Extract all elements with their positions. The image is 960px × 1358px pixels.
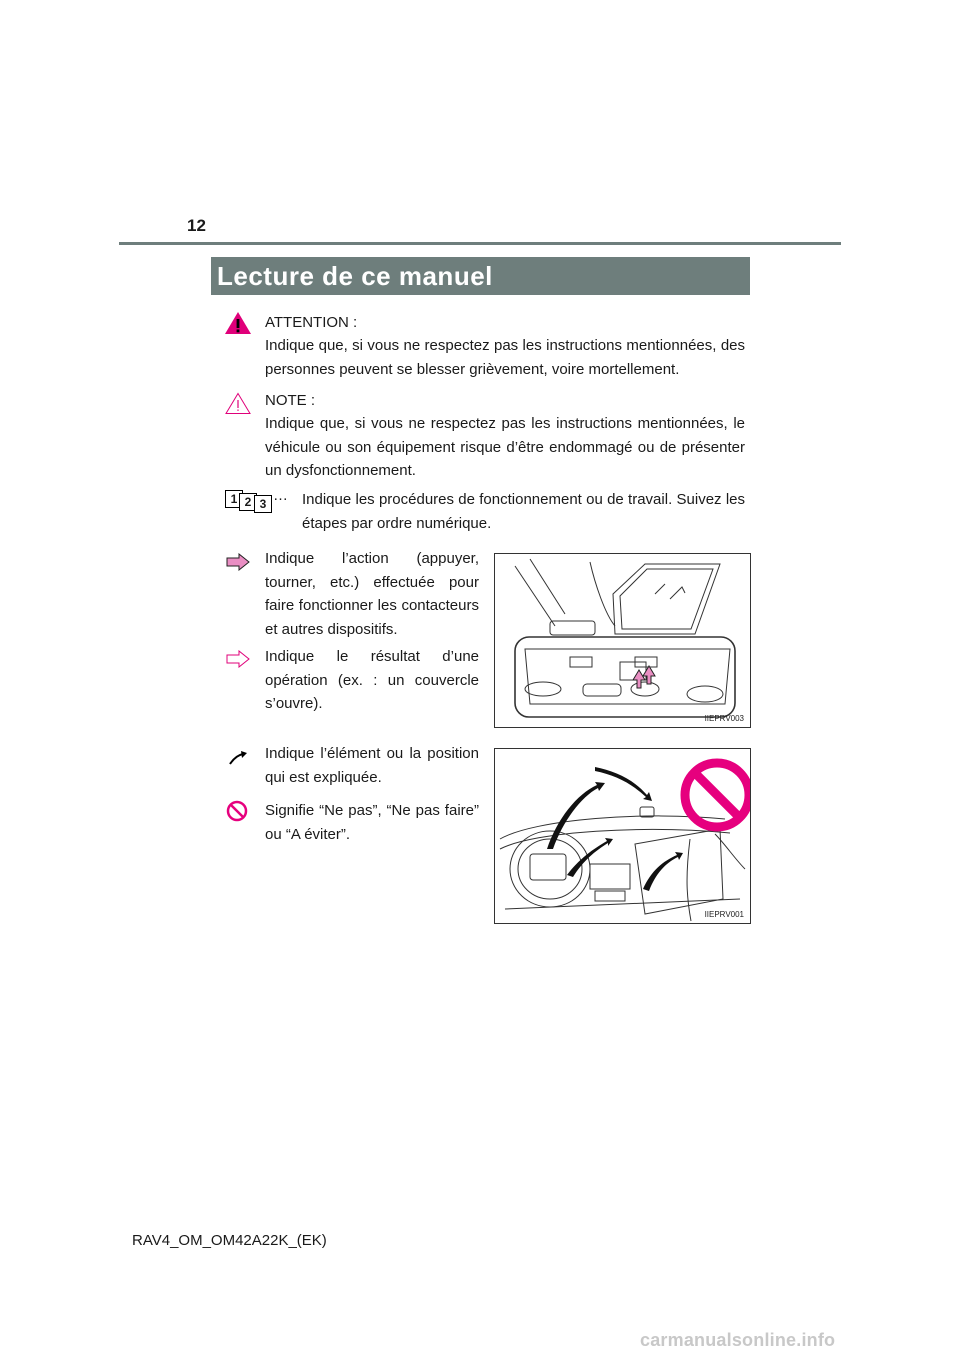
action-text: Indique l’action (appuyer, tourner, etc.) effectuée pour faire fonctionner les contacteurs et autres dispositifs. — [265, 550, 479, 638]
footer-code: RAV4_OM_OM42A22K_(EK) — [132, 1232, 327, 1249]
step-numbers-icon — [225, 487, 295, 512]
warning-heading: ATTENTION : — [265, 314, 358, 331]
pointer-text: Indique l’élément ou la position qui est expliquée. — [265, 745, 479, 786]
step-ellipsis: … — [273, 487, 288, 504]
steps-text: Indique les procédures de fonctionnement ou de travail. Suivez les étapes par ordre numérique. — [302, 491, 745, 532]
watermark: carmanualsonline.info — [640, 1330, 836, 1350]
filled-arrow-icon — [226, 553, 250, 571]
notice-heading: NOTE : — [265, 392, 316, 409]
dashboard-illustration — [495, 749, 750, 923]
step-number-2: 2 — [239, 493, 257, 511]
curved-arrow-icon — [228, 750, 248, 766]
step-number-1: 1 — [225, 490, 243, 508]
notice-triangle-icon — [225, 392, 251, 415]
figure-overhead-console — [494, 553, 751, 728]
overhead-console-illustration — [495, 554, 750, 727]
figure-code: IIEPRV003 — [704, 714, 744, 723]
prohibition-icon — [226, 800, 248, 822]
figure-code: IIEPRV001 — [704, 910, 744, 919]
warning-text: Indique que, si vous ne respectez pas les instructions mentionnées, des personnes peuvent se blesser grièvement, voire mortellement. — [265, 337, 745, 378]
outline-arrow-icon — [226, 650, 250, 668]
result-text: Indique le résultat d’une opération (ex. : un couvercle s’ouvre). — [265, 648, 479, 712]
notice-text: Indique que, si vous ne respectez pas les instructions mentionnées, le véhicule ou son équipement risque d’être endommagé ou de présenter un dysfonctionnement. — [265, 415, 745, 479]
figure-dashboard — [494, 748, 751, 924]
prohibited-text: Signifie “Ne pas”, “Ne pas faire” ou “A éviter”. — [265, 802, 479, 843]
step-number-3: 3 — [254, 495, 272, 513]
header-rule — [119, 242, 841, 245]
warning-triangle-icon — [224, 311, 252, 335]
page-number: 12 — [187, 216, 206, 235]
section-title: Lecture de ce manuel — [211, 257, 750, 295]
